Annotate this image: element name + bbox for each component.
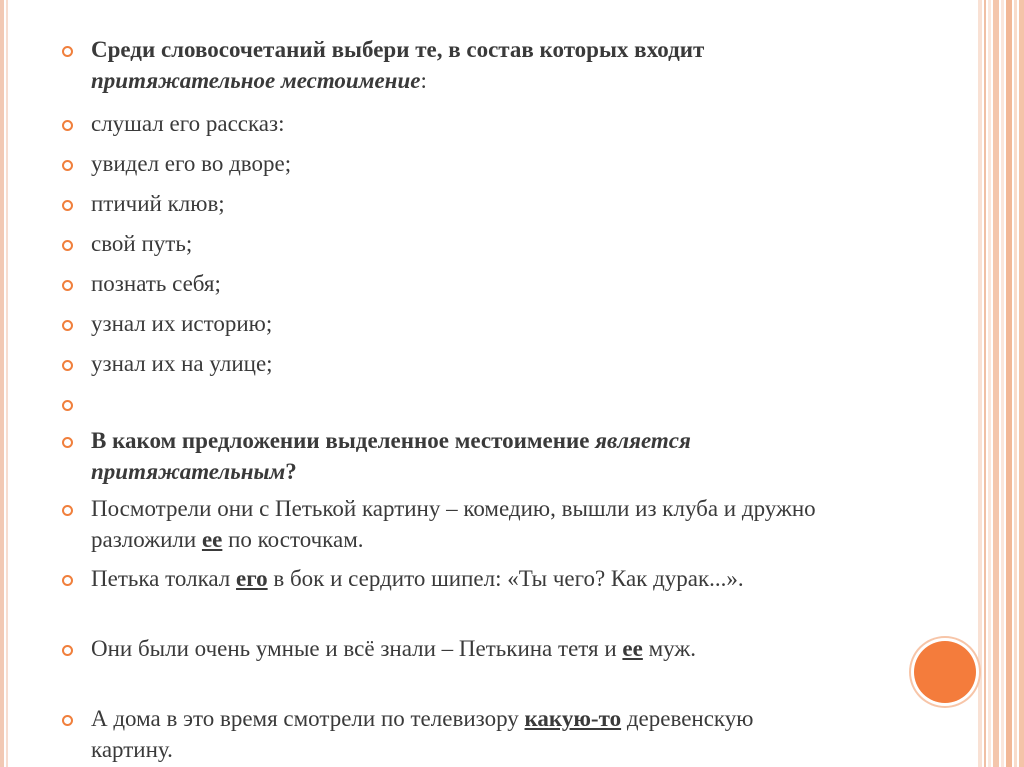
text-run: по косточкам. xyxy=(222,527,364,552)
text-run: притяжательное местоимение xyxy=(91,68,421,93)
text-run: является притяжательным xyxy=(91,428,691,484)
bullet-icon xyxy=(62,280,73,291)
bullet-icon xyxy=(62,505,73,516)
highlighted-word: ее xyxy=(201,527,223,552)
list-item-text xyxy=(91,703,841,765)
bullet-icon xyxy=(62,715,73,726)
highlighted-word: его xyxy=(236,566,268,591)
list-item-text xyxy=(91,34,841,96)
list-item-text xyxy=(91,425,841,487)
list-item-text xyxy=(91,188,841,219)
bullet-icon xyxy=(62,46,73,57)
list-item-text xyxy=(91,348,841,379)
bullet-icon xyxy=(62,240,73,251)
bullet-icon xyxy=(62,160,73,171)
text-run: Они были очень умные и всё знали – Петькина тетя и xyxy=(91,636,623,661)
left-border-line xyxy=(0,0,4,767)
list-item-text xyxy=(91,268,841,299)
list-item-text xyxy=(91,228,841,259)
bullet-icon xyxy=(62,437,73,448)
bullet-icon xyxy=(62,320,73,331)
list-item-text xyxy=(91,108,841,139)
list-item-text xyxy=(91,308,841,339)
bullet-icon xyxy=(62,120,73,131)
bullet-icon xyxy=(62,200,73,211)
bullet-icon xyxy=(62,400,73,411)
left-border-line-inner xyxy=(6,0,8,767)
text-run: познать себя; xyxy=(91,271,221,296)
text-run: ? xyxy=(285,459,297,484)
bullet-icon xyxy=(62,360,73,371)
list-item-text xyxy=(91,493,841,555)
text-run: Среди словосочетаний выбери те, в состав которых входит xyxy=(91,37,705,62)
text-run: узнал их историю; xyxy=(91,311,273,336)
highlighted-word: какую-то xyxy=(524,706,622,731)
text-run: Петька толкал xyxy=(91,566,237,591)
text-run: деревенскую картину. xyxy=(91,706,754,762)
highlighted-word: ее xyxy=(622,636,643,661)
text-run: в бок и сердито шипел: «Ты чего? Как дурак...». xyxy=(267,566,744,591)
text-run: птичий клюв; xyxy=(91,191,225,216)
text-run: В каком предложении выделенное местоимение xyxy=(91,428,596,453)
text-run: свой путь; xyxy=(91,231,193,256)
text-run: А дома в это время смотрели по телевизору xyxy=(91,706,525,731)
text-run: слушал его рассказ: xyxy=(91,111,285,136)
bullet-icon xyxy=(62,575,73,586)
bullet-icon xyxy=(62,645,73,656)
list-item-text xyxy=(91,563,841,594)
text-run: узнал их на улице; xyxy=(91,351,273,376)
list-item-text xyxy=(91,633,841,664)
orange-circle-decoration xyxy=(914,641,976,703)
text-run: Посмотрели они с Петькой картину – комедию, вышли из клуба и дружно разложили xyxy=(91,496,816,552)
text-run: : xyxy=(420,68,427,93)
text-run: муж. xyxy=(642,636,696,661)
list-item-text xyxy=(91,148,841,179)
text-run: увидел его во дворе; xyxy=(91,151,292,176)
